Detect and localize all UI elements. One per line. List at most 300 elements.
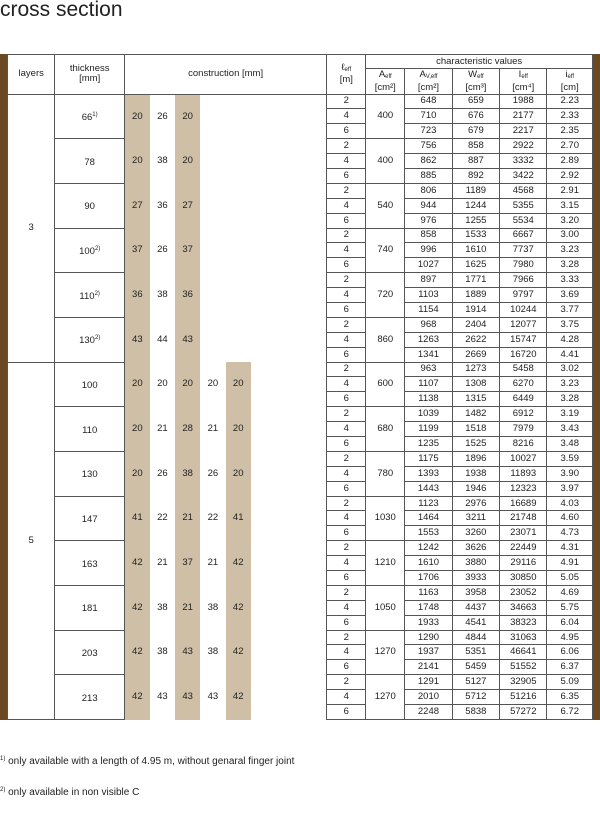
construction-layer-cell: [226, 273, 251, 318]
table-row: [8, 630, 593, 645]
value-cell: 3422: [500, 168, 547, 183]
value-cell: 1482: [452, 407, 499, 422]
header-col-4-name: [547, 69, 593, 82]
value-cell: 2177: [500, 109, 547, 124]
value-cell: 1291: [405, 675, 452, 690]
value-cell: 5459: [452, 660, 499, 675]
thickness-value: 181: [81, 603, 98, 615]
value-cell: 4541: [452, 615, 499, 630]
value-cell: 1914: [452, 302, 499, 317]
construction-layer-cell: 21: [175, 496, 200, 541]
construction-layer-cell: 42: [124, 675, 149, 720]
construction-layer-cell: [301, 94, 326, 139]
thickness-value: 163: [81, 558, 98, 570]
thickness-cell: [55, 139, 125, 184]
value-cell: 2248: [405, 705, 452, 720]
length-cell: 6: [327, 347, 366, 362]
construction-layer-cell: 28: [175, 407, 200, 452]
construction-layer-cell: 43: [175, 675, 200, 720]
construction-layer-cell: 37: [124, 228, 149, 273]
header-col-3-name: [500, 69, 547, 82]
construction-layer-cell: 42: [124, 585, 149, 630]
thickness-cell: [55, 407, 125, 452]
construction-layer-cell: [301, 139, 326, 184]
value-cell: 2.91: [547, 183, 593, 198]
value-cell: 5458: [500, 362, 547, 377]
construction-layer-cell: 20: [124, 451, 149, 496]
value-cell: 4568: [500, 183, 547, 198]
construction-layer-cell: 26: [207, 467, 219, 479]
construction-layer-cell: 43: [207, 691, 219, 703]
length-cell: 4: [327, 243, 366, 258]
value-cell: 2.35: [547, 124, 593, 139]
value-cell: 976: [405, 213, 452, 228]
construction-layer-cell: 42: [226, 541, 251, 586]
value-cell: 1242: [405, 541, 452, 556]
header-thickness-label: thickness: [69, 63, 110, 75]
thickness-value: 78: [84, 156, 95, 168]
length-cell: 2: [327, 362, 366, 377]
value-cell: 1771: [452, 273, 499, 288]
header-length-sub: eff: [344, 67, 352, 74]
construction-layer-cell: [200, 273, 225, 318]
length-cell: 2: [327, 273, 366, 288]
value-cell: 3332: [500, 154, 547, 169]
value-cell: 5.09: [547, 675, 593, 690]
a-eff-cell: 540: [366, 183, 405, 228]
value-cell: 5.05: [547, 571, 593, 586]
value-cell: 12077: [500, 317, 547, 332]
table-row: [8, 675, 593, 690]
header-col-2-name: [452, 69, 499, 82]
value-cell: 1889: [452, 288, 499, 303]
thickness-value: 66: [81, 111, 93, 123]
value-cell: 6.37: [547, 660, 593, 675]
construction-layer-cell: [301, 362, 326, 407]
header-col-4-unit: [cm]: [547, 82, 593, 94]
thickness-value: 213: [81, 692, 98, 704]
footnote-ref: 1): [92, 111, 98, 118]
thickness-cell: [55, 362, 125, 407]
a-eff-cell: 1050: [366, 585, 405, 630]
header-col-sub: V,eff: [425, 73, 438, 80]
value-cell: 1933: [405, 615, 452, 630]
value-cell: 1625: [452, 258, 499, 273]
construction-layer-cell: [251, 496, 276, 541]
length-cell: 2: [327, 451, 366, 466]
footnotes: [0, 752, 294, 814]
value-cell: 3.28: [547, 258, 593, 273]
construction-layer-cell: [226, 228, 251, 273]
value-cell: 3933: [452, 571, 499, 586]
construction-layer-cell: [301, 675, 326, 720]
value-cell: 1610: [452, 243, 499, 258]
a-eff-cell: 400: [366, 94, 405, 139]
value-cell: 2217: [500, 124, 547, 139]
construction-layer-cell: 43: [157, 691, 168, 703]
thickness-cell: [55, 675, 125, 720]
thickness-cell: [55, 183, 125, 228]
length-cell: 2: [327, 496, 366, 511]
header-col-1-name: [405, 69, 452, 82]
header-col-sub: eff: [521, 73, 528, 80]
a-eff-cell: 860: [366, 317, 405, 362]
header-col-3-unit: [cm⁴]: [500, 82, 547, 94]
value-cell: 2622: [452, 332, 499, 347]
value-cell: 756: [405, 139, 452, 154]
value-cell: 1199: [405, 422, 452, 437]
footnote-2-text: only available in non visible C: [5, 787, 140, 798]
value-cell: 29116: [500, 556, 547, 571]
table-row: [8, 451, 593, 466]
value-cell: 2.92: [547, 168, 593, 183]
construction-layer-cell: [276, 317, 301, 362]
construction-layer-cell: 21: [157, 423, 168, 435]
value-cell: 858: [405, 228, 452, 243]
thickness-cell: [55, 451, 125, 496]
value-cell: 3.00: [547, 228, 593, 243]
value-cell: 723: [405, 124, 452, 139]
construction-layer-cell: [301, 273, 326, 318]
construction-layer-cell: [200, 317, 225, 362]
value-cell: 3.15: [547, 198, 593, 213]
header-col-sub: eff: [477, 73, 484, 80]
value-cell: 2922: [500, 139, 547, 154]
value-cell: 3.20: [547, 213, 593, 228]
length-cell: 4: [327, 556, 366, 571]
value-cell: 3880: [452, 556, 499, 571]
a-eff-cell: 680: [366, 407, 405, 452]
value-cell: 944: [405, 198, 452, 213]
value-cell: 1393: [405, 466, 452, 481]
value-cell: 11893: [500, 466, 547, 481]
length-cell: 2: [327, 139, 366, 154]
value-cell: 1443: [405, 481, 452, 496]
header-thickness: [55, 55, 125, 95]
construction-layer-cell: 41: [124, 496, 149, 541]
header-characteristic-values: characteristic values: [366, 55, 593, 69]
construction-layer-cell: [251, 675, 276, 720]
table-row: [8, 139, 593, 154]
thickness-value: 110: [82, 424, 98, 436]
value-cell: 3958: [452, 585, 499, 600]
value-cell: 3.90: [547, 466, 593, 481]
value-cell: 1308: [452, 377, 499, 392]
a-eff-cell: 740: [366, 228, 405, 273]
layers-cell: 5: [8, 362, 55, 719]
value-cell: 1946: [452, 481, 499, 496]
construction-layer-cell: 38: [207, 646, 219, 658]
construction-layer-cell: [301, 496, 326, 541]
table-frame: [0, 54, 600, 720]
value-cell: 858: [452, 139, 499, 154]
length-cell: 6: [327, 213, 366, 228]
thickness-cell: [55, 317, 125, 362]
table-row: [8, 317, 593, 332]
construction-layer-cell: [200, 228, 225, 273]
construction-layer-cell: 20: [175, 94, 200, 139]
length-cell: 6: [327, 526, 366, 541]
construction-layer-cell: [301, 407, 326, 452]
value-cell: 15747: [500, 332, 547, 347]
header-construction: construction [mm]: [124, 55, 326, 95]
value-cell: 3.19: [547, 407, 593, 422]
value-cell: 2010: [405, 690, 452, 705]
cross-section-table: [7, 54, 593, 720]
value-cell: 3211: [452, 511, 499, 526]
value-cell: 1748: [405, 600, 452, 615]
construction-layer-cell: 27: [124, 183, 149, 228]
thickness-value: 110: [79, 290, 95, 302]
value-cell: 2141: [405, 660, 452, 675]
construction-layer-cell: 27: [175, 183, 200, 228]
construction-layer-cell: [226, 317, 251, 362]
header-col-name: I: [518, 68, 522, 80]
construction-layer-cell: [226, 94, 251, 139]
value-cell: 996: [405, 243, 452, 258]
construction-layer-cell: 20: [124, 407, 149, 452]
table-row: [8, 228, 593, 243]
table-row: [8, 496, 593, 511]
value-cell: 5712: [452, 690, 499, 705]
header-col-1-unit: [cm²]: [405, 82, 452, 94]
value-cell: 4.69: [547, 585, 593, 600]
construction-layer-cell: 42: [226, 675, 251, 720]
value-cell: 1263: [405, 332, 452, 347]
length-cell: 4: [327, 288, 366, 303]
value-cell: 4.73: [547, 526, 593, 541]
construction-layer-cell: 26: [157, 244, 168, 256]
construction-layer-cell: [251, 317, 276, 362]
length-cell: 4: [327, 154, 366, 169]
value-cell: 1315: [452, 392, 499, 407]
length-cell: 2: [327, 585, 366, 600]
value-cell: 1175: [405, 451, 452, 466]
construction-layer-cell: 22: [207, 512, 219, 524]
construction-layer-cell: [276, 183, 301, 228]
construction-layer-cell: 37: [175, 541, 200, 586]
construction-layer-cell: [276, 94, 301, 139]
thickness-cell: [55, 94, 125, 139]
value-cell: 16689: [500, 496, 547, 511]
length-cell: 4: [327, 690, 366, 705]
construction-layer-cell: 38: [157, 601, 168, 613]
a-eff-cell: 780: [366, 451, 405, 496]
value-cell: 5127: [452, 675, 499, 690]
value-cell: 16720: [500, 347, 547, 362]
construction-layer-cell: [301, 451, 326, 496]
value-cell: 3.69: [547, 288, 593, 303]
construction-layer-cell: [301, 630, 326, 675]
value-cell: 6912: [500, 407, 547, 422]
value-cell: 3.23: [547, 377, 593, 392]
construction-layer-cell: [251, 94, 276, 139]
value-cell: 4.41: [547, 347, 593, 362]
value-cell: 3.23: [547, 243, 593, 258]
construction-layer-cell: 41: [226, 496, 251, 541]
value-cell: 22449: [500, 541, 547, 556]
value-cell: 3.59: [547, 451, 593, 466]
value-cell: 862: [405, 154, 452, 169]
value-cell: 8216: [500, 437, 547, 452]
value-cell: 3260: [452, 526, 499, 541]
construction-layer-cell: [251, 630, 276, 675]
construction-layer-cell: [276, 273, 301, 318]
value-cell: 3.77: [547, 302, 593, 317]
length-cell: 6: [327, 258, 366, 273]
construction-layer-cell: 21: [207, 423, 219, 435]
header-length-symbol: ℓ: [341, 62, 345, 74]
construction-layer-cell: 20: [207, 378, 219, 390]
construction-layer-cell: [301, 541, 326, 586]
construction-layer-cell: [301, 317, 326, 362]
value-cell: 897: [405, 273, 452, 288]
value-cell: 23071: [500, 526, 547, 541]
construction-layer-cell: 42: [124, 630, 149, 675]
value-cell: 7966: [500, 273, 547, 288]
construction-layer-cell: 42: [226, 630, 251, 675]
construction-layer-cell: [251, 183, 276, 228]
header-col-sub: eff: [567, 73, 575, 80]
construction-layer-cell: 20: [157, 378, 168, 390]
value-cell: 7737: [500, 243, 547, 258]
value-cell: 3626: [452, 541, 499, 556]
header-col-2-unit: [cm³]: [452, 82, 499, 94]
construction-layer-cell: [226, 139, 251, 184]
length-cell: 4: [327, 109, 366, 124]
footnote-1-text: only available with a length of 4.95 m, without genaral finger joint: [5, 756, 295, 767]
a-eff-cell: 1210: [366, 541, 405, 586]
value-cell: 2404: [452, 317, 499, 332]
value-cell: 6.72: [547, 705, 593, 720]
construction-layer-cell: [226, 183, 251, 228]
construction-layer-cell: [251, 228, 276, 273]
value-cell: 51552: [500, 660, 547, 675]
header-col-name: W: [468, 68, 478, 80]
value-cell: 6667: [500, 228, 547, 243]
construction-layer-cell: [276, 228, 301, 273]
table-row: [8, 407, 593, 422]
construction-layer-cell: 38: [175, 451, 200, 496]
construction-layer-cell: [276, 585, 301, 630]
value-cell: 21748: [500, 511, 547, 526]
value-cell: 10244: [500, 302, 547, 317]
value-cell: 12323: [500, 481, 547, 496]
length-cell: 6: [327, 615, 366, 630]
value-cell: 2.89: [547, 154, 593, 169]
value-cell: 38323: [500, 615, 547, 630]
value-cell: 1154: [405, 302, 452, 317]
length-cell: 4: [327, 377, 366, 392]
value-cell: 887: [452, 154, 499, 169]
value-cell: 2.70: [547, 139, 593, 154]
value-cell: 1553: [405, 526, 452, 541]
header-thickness-unit: [mm]: [79, 73, 101, 85]
construction-layer-cell: 26: [157, 467, 168, 479]
construction-layer-cell: 20: [124, 139, 149, 184]
construction-layer-cell: 44: [157, 333, 168, 345]
thickness-cell: [55, 228, 125, 273]
value-cell: 6.06: [547, 645, 593, 660]
value-cell: 3.33: [547, 273, 593, 288]
header-length-unit: [m]: [339, 74, 353, 86]
length-cell: 2: [327, 541, 366, 556]
thickness-value: 147: [81, 513, 98, 525]
value-cell: 679: [452, 124, 499, 139]
value-cell: 6449: [500, 392, 547, 407]
value-cell: 1039: [405, 407, 452, 422]
value-cell: 3.97: [547, 481, 593, 496]
a-eff-cell: 1030: [366, 496, 405, 541]
length-cell: 6: [327, 660, 366, 675]
value-cell: 1341: [405, 347, 452, 362]
footnote-2: [0, 783, 294, 800]
value-cell: 4437: [452, 600, 499, 615]
footnote-ref: 2): [94, 335, 101, 342]
value-cell: 5838: [452, 705, 499, 720]
construction-layer-cell: 21: [207, 557, 219, 569]
thickness-value: 100: [81, 379, 98, 391]
value-cell: 23052: [500, 585, 547, 600]
length-cell: 6: [327, 705, 366, 720]
construction-layer-cell: 21: [157, 557, 168, 569]
value-cell: 4.91: [547, 556, 593, 571]
header-layers: layers: [8, 55, 55, 95]
table-row: [8, 183, 593, 198]
value-cell: 5534: [500, 213, 547, 228]
value-cell: 1706: [405, 571, 452, 586]
value-cell: 5355: [500, 198, 547, 213]
value-cell: 1123: [405, 496, 452, 511]
thickness-value: 130: [79, 335, 95, 347]
a-eff-cell: 1270: [366, 675, 405, 720]
length-cell: 4: [327, 466, 366, 481]
length-cell: 6: [327, 168, 366, 183]
value-cell: 4.31: [547, 541, 593, 556]
value-cell: 31063: [500, 630, 547, 645]
a-eff-cell: 1270: [366, 630, 405, 675]
length-cell: 6: [327, 124, 366, 139]
header-length: [327, 55, 366, 95]
value-cell: 1988: [500, 94, 547, 109]
table-row: [8, 541, 593, 556]
length-cell: 2: [327, 183, 366, 198]
footnote-1-mark: 1): [0, 756, 6, 762]
value-cell: 1464: [405, 511, 452, 526]
construction-layer-cell: [276, 630, 301, 675]
value-cell: 30850: [500, 571, 547, 586]
value-cell: 10027: [500, 451, 547, 466]
value-cell: 4.03: [547, 496, 593, 511]
construction-layer-cell: [251, 585, 276, 630]
value-cell: 1518: [452, 422, 499, 437]
construction-layer-cell: 37: [175, 228, 200, 273]
construction-layer-cell: [251, 451, 276, 496]
value-cell: 710: [405, 109, 452, 124]
construction-layer-cell: 36: [175, 273, 200, 318]
value-cell: 51216: [500, 690, 547, 705]
header-col-name: A: [419, 68, 426, 80]
thickness-value: 90: [84, 201, 95, 213]
length-cell: 4: [327, 198, 366, 213]
construction-layer-cell: [251, 407, 276, 452]
value-cell: 1244: [452, 198, 499, 213]
value-cell: 1189: [452, 183, 499, 198]
value-cell: 3.48: [547, 437, 593, 452]
construction-layer-cell: [276, 407, 301, 452]
value-cell: 648: [405, 94, 452, 109]
construction-layer-cell: [200, 139, 225, 184]
